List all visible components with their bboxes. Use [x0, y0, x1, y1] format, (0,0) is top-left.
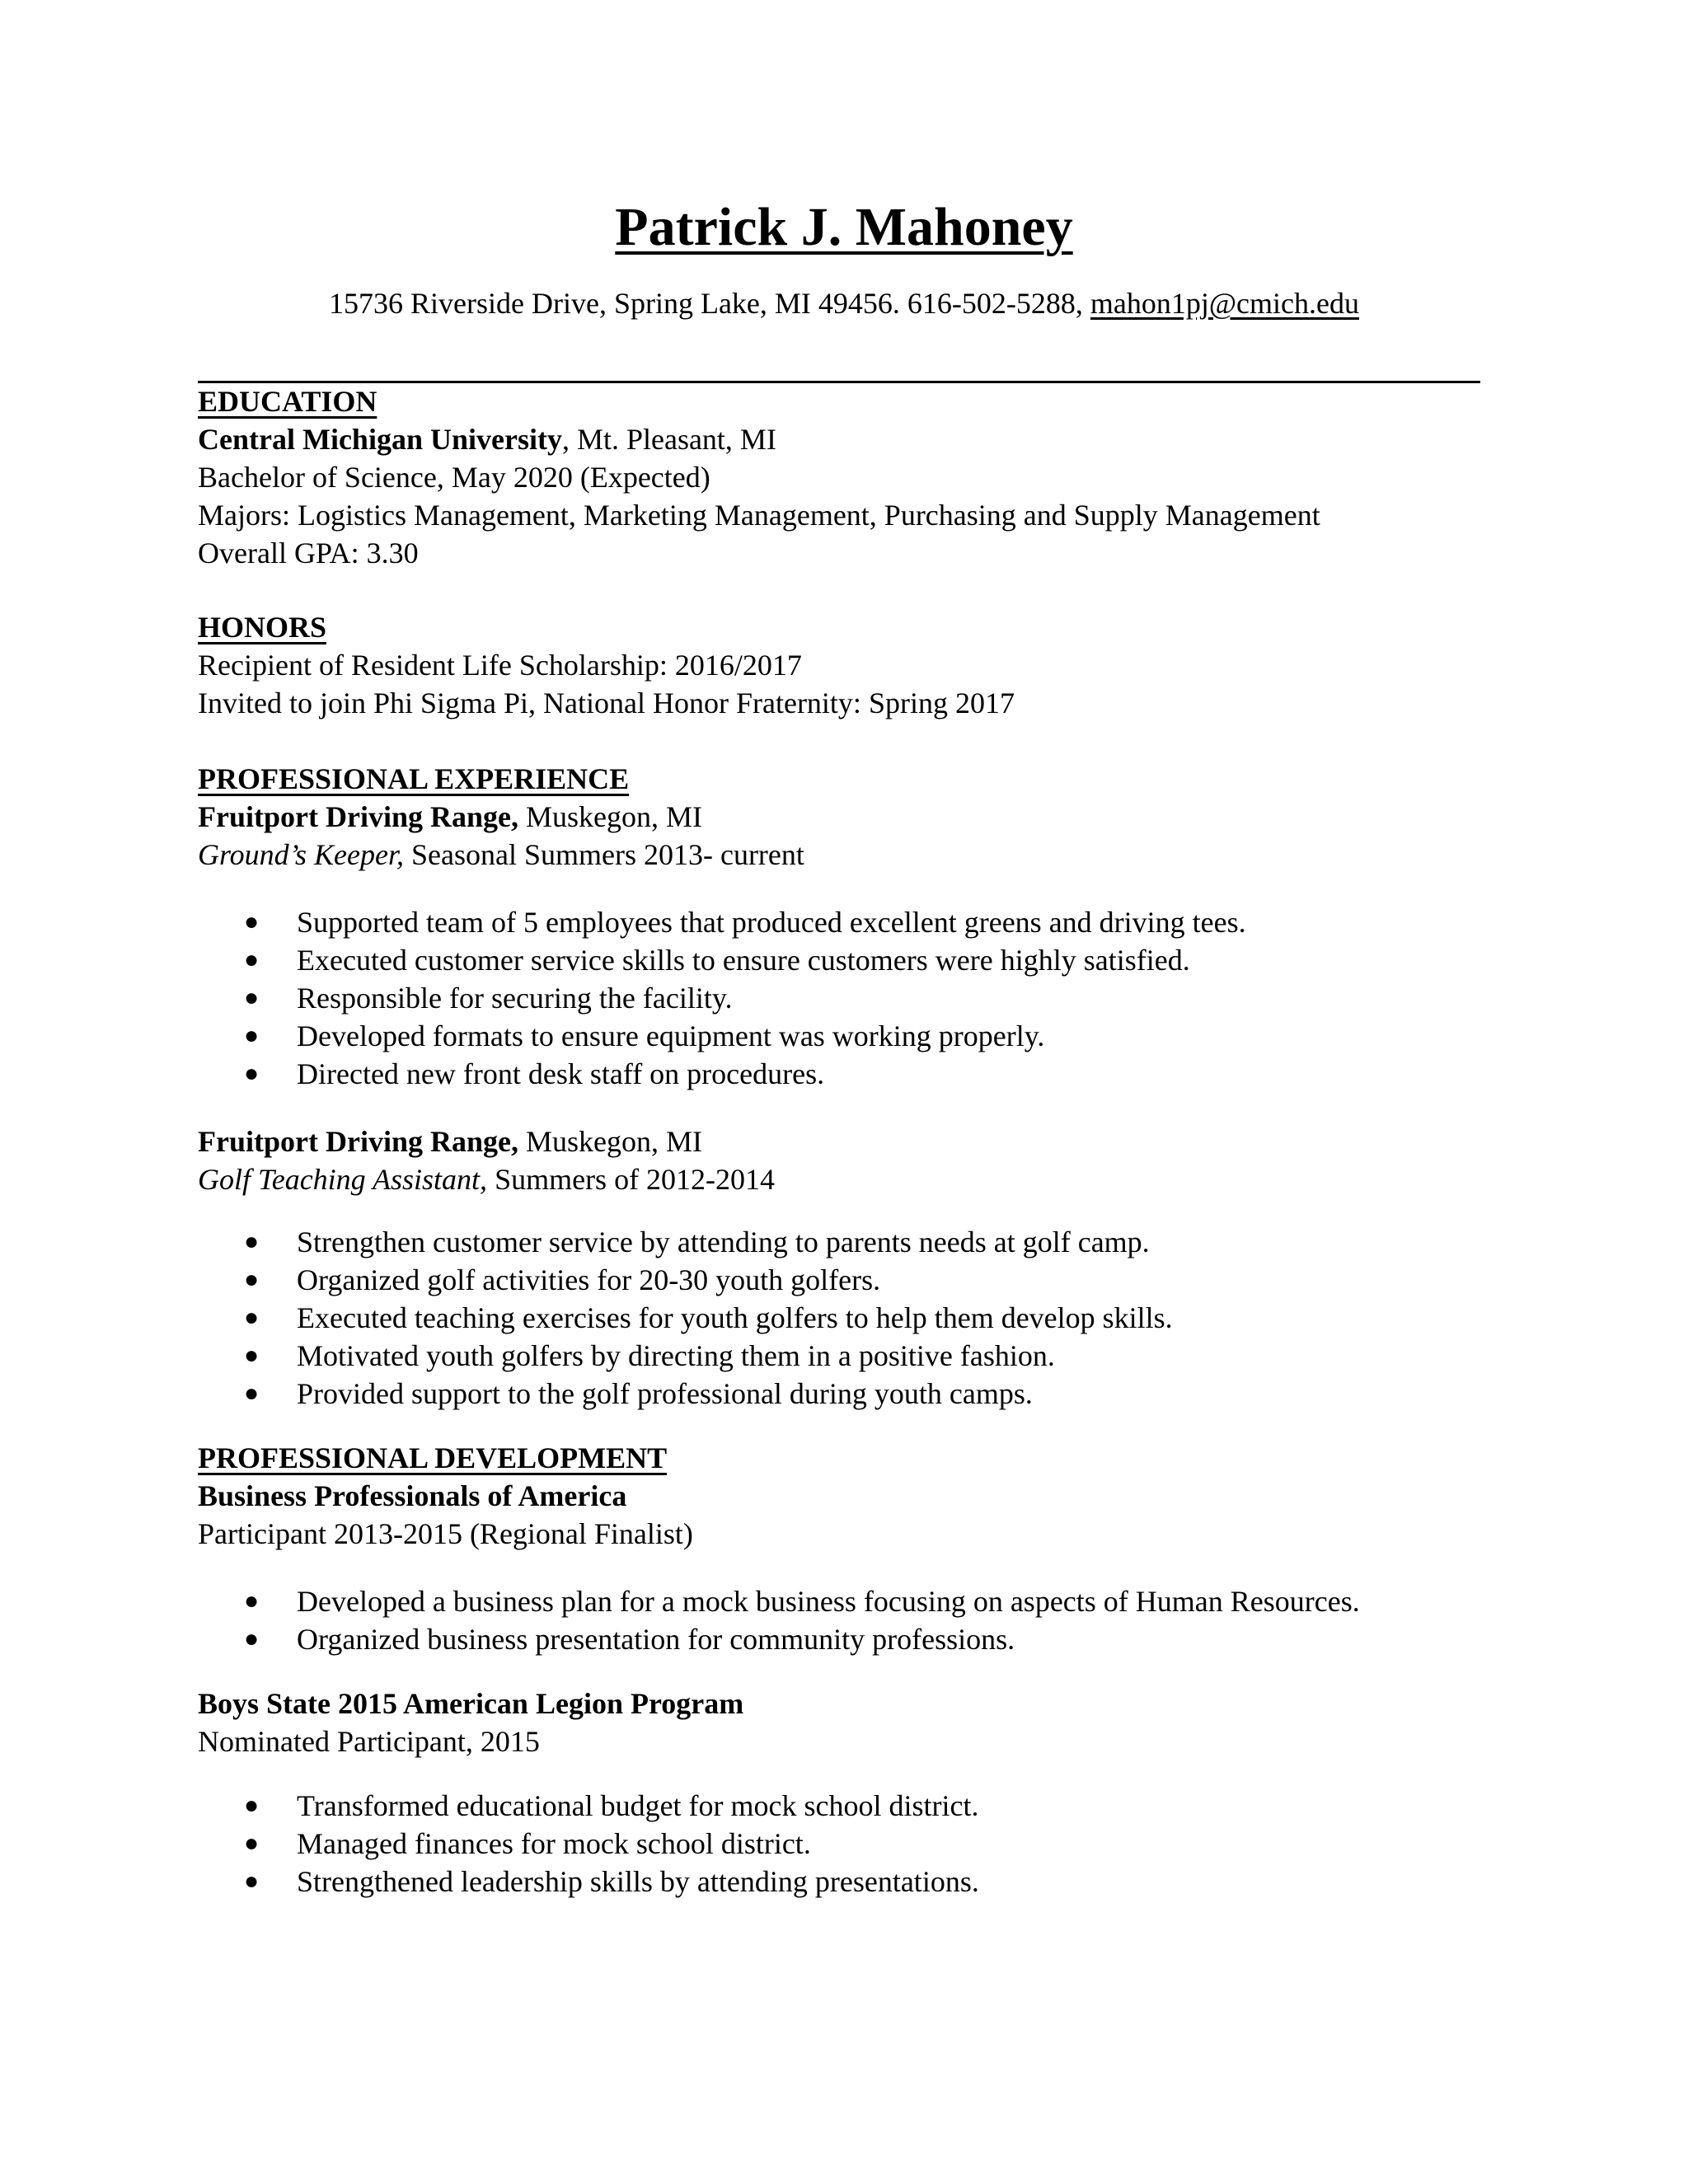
email-link[interactable]: mahon1pj@cmich.edu: [1090, 287, 1359, 320]
bullet-text: Developed a business plan for a mock business focusing on aspects of Human Resources.: [297, 1585, 1360, 1618]
bullet-icon: ●: [244, 1587, 260, 1615]
bullet-icon: ●: [244, 1792, 260, 1819]
bullet-icon: ●: [244, 1830, 260, 1857]
job-dates: Summers of 2012-2014: [487, 1163, 776, 1196]
contact-address-phone: 15736 Riverside Drive, Spring Lake, MI 49456. 616-502-5288,: [329, 287, 1090, 320]
bullet-item: [198, 1299, 1500, 1337]
bullet-icon: ●: [244, 946, 260, 973]
candidate-name: [0, 194, 1688, 260]
bullet-item: [198, 1620, 1500, 1658]
job-dates: Seasonal Summers 2013- current: [404, 838, 804, 871]
bullet-item: [198, 979, 1500, 1017]
gpa: Overall GPA: 3.30: [198, 537, 419, 569]
bullet-icon: ●: [244, 1380, 260, 1407]
bullet-text: Developed formats to ensure equipment was working properly.: [297, 1019, 1045, 1052]
bullet-icon: ●: [244, 1022, 260, 1049]
program-entry-2: [198, 1685, 1500, 1760]
employer-location: Muskegon, MI: [518, 800, 702, 833]
bullet-text: Managed finances for mock school district.: [297, 1827, 811, 1860]
bullet-icon: ●: [244, 1060, 260, 1087]
contact-line: [0, 284, 1688, 323]
bullet-item: [198, 1223, 1500, 1261]
bullet-item: [198, 1825, 1500, 1863]
bullet-icon: ●: [244, 1266, 260, 1293]
job-bullets: [198, 1223, 1500, 1413]
bullet-item: [198, 1261, 1500, 1299]
bullet-item: [198, 1375, 1500, 1413]
bullet-item: [198, 941, 1500, 979]
job-entry-2: [198, 1122, 1500, 1198]
program-name: Business Professionals of America: [198, 1479, 627, 1512]
bullet-text: Executed teaching exercises for youth golfers to help them develop skills.: [297, 1301, 1173, 1334]
bullet-text: Motivated youth golfers by directing them in a positive fashion.: [297, 1339, 1055, 1372]
experience-section: [198, 760, 1500, 874]
job-role: Golf Teaching Assistant,: [198, 1163, 488, 1196]
school-name: Central Michigan University: [198, 423, 562, 456]
bullet-icon: ●: [244, 1868, 260, 1895]
bullet-text: Provided support to the golf professional during youth camps.: [297, 1377, 1033, 1410]
program-detail: Participant 2013-2015 (Regional Finalist): [198, 1517, 693, 1550]
bullet-item: [198, 1055, 1500, 1093]
bullet-text: Executed customer service skills to ensure customers were highly satisfied.: [297, 944, 1190, 977]
experience-heading: PROFESSIONAL EXPERIENCE: [198, 762, 630, 795]
honors-section: [198, 608, 1500, 722]
employer-name: Fruitport Driving Range,: [198, 800, 518, 833]
bullet-text: Supported team of 5 employees that produced excellent greens and driving tees.: [297, 906, 1246, 939]
bullet-text: Directed new front desk staff on procedures.: [297, 1057, 825, 1090]
program-bullets: [198, 1582, 1500, 1658]
honor-item: Invited to join Phi Sigma Pi, National Honor Fraternity: Spring 2017: [198, 687, 1015, 719]
school-location: , Mt. Pleasant, MI: [561, 423, 776, 456]
employer-location: Muskegon, MI: [518, 1125, 702, 1158]
education-section: [198, 382, 1500, 572]
honor-item: Recipient of Resident Life Scholarship: 2016/2017: [198, 649, 802, 682]
bullet-item: [198, 1017, 1500, 1055]
employer-name: Fruitport Driving Range,: [198, 1125, 518, 1158]
education-heading: EDUCATION: [198, 385, 377, 418]
bullet-icon: ●: [244, 1304, 260, 1331]
bullet-icon: ●: [244, 1342, 260, 1369]
job-role: Ground’s Keeper,: [198, 838, 404, 871]
candidate-name-text: Patrick J. Mahoney: [615, 197, 1073, 257]
bullet-icon: ●: [244, 1228, 260, 1255]
bullet-icon: ●: [244, 908, 260, 935]
program-name: Boys State 2015 American Legion Program: [198, 1687, 744, 1720]
job-bullets: [198, 903, 1500, 1093]
bullet-text: Transformed educational budget for mock school district.: [297, 1789, 979, 1822]
development-section: [198, 1439, 1500, 1553]
bullet-item: [198, 1582, 1500, 1620]
bullet-item: [198, 903, 1500, 941]
honors-heading: HONORS: [198, 611, 327, 644]
bullet-text: Organized golf activities for 20-30 youth golfers.: [297, 1263, 881, 1296]
program-detail: Nominated Participant, 2015: [198, 1725, 540, 1758]
bullet-icon: ●: [244, 984, 260, 1011]
development-heading: PROFESSIONAL DEVELOPMENT: [198, 1441, 668, 1474]
bullet-text: Organized business presentation for community professions.: [297, 1623, 1015, 1656]
bullet-icon: ●: [244, 1625, 260, 1652]
degree: Bachelor of Science, May 2020 (Expected): [198, 461, 710, 494]
majors: Majors: Logistics Management, Marketing Management, Purchasing and Supply Management: [198, 499, 1320, 532]
bullet-item: [198, 1337, 1500, 1375]
bullet-text: Responsible for securing the facility.: [297, 982, 733, 1015]
program-bullets: [198, 1787, 1500, 1900]
bullet-item: [198, 1863, 1500, 1900]
bullet-item: [198, 1787, 1500, 1825]
bullet-text: Strengthened leadership skills by attending presentations.: [297, 1865, 979, 1898]
bullet-text: Strengthen customer service by attending to parents needs at golf camp.: [297, 1226, 1150, 1258]
